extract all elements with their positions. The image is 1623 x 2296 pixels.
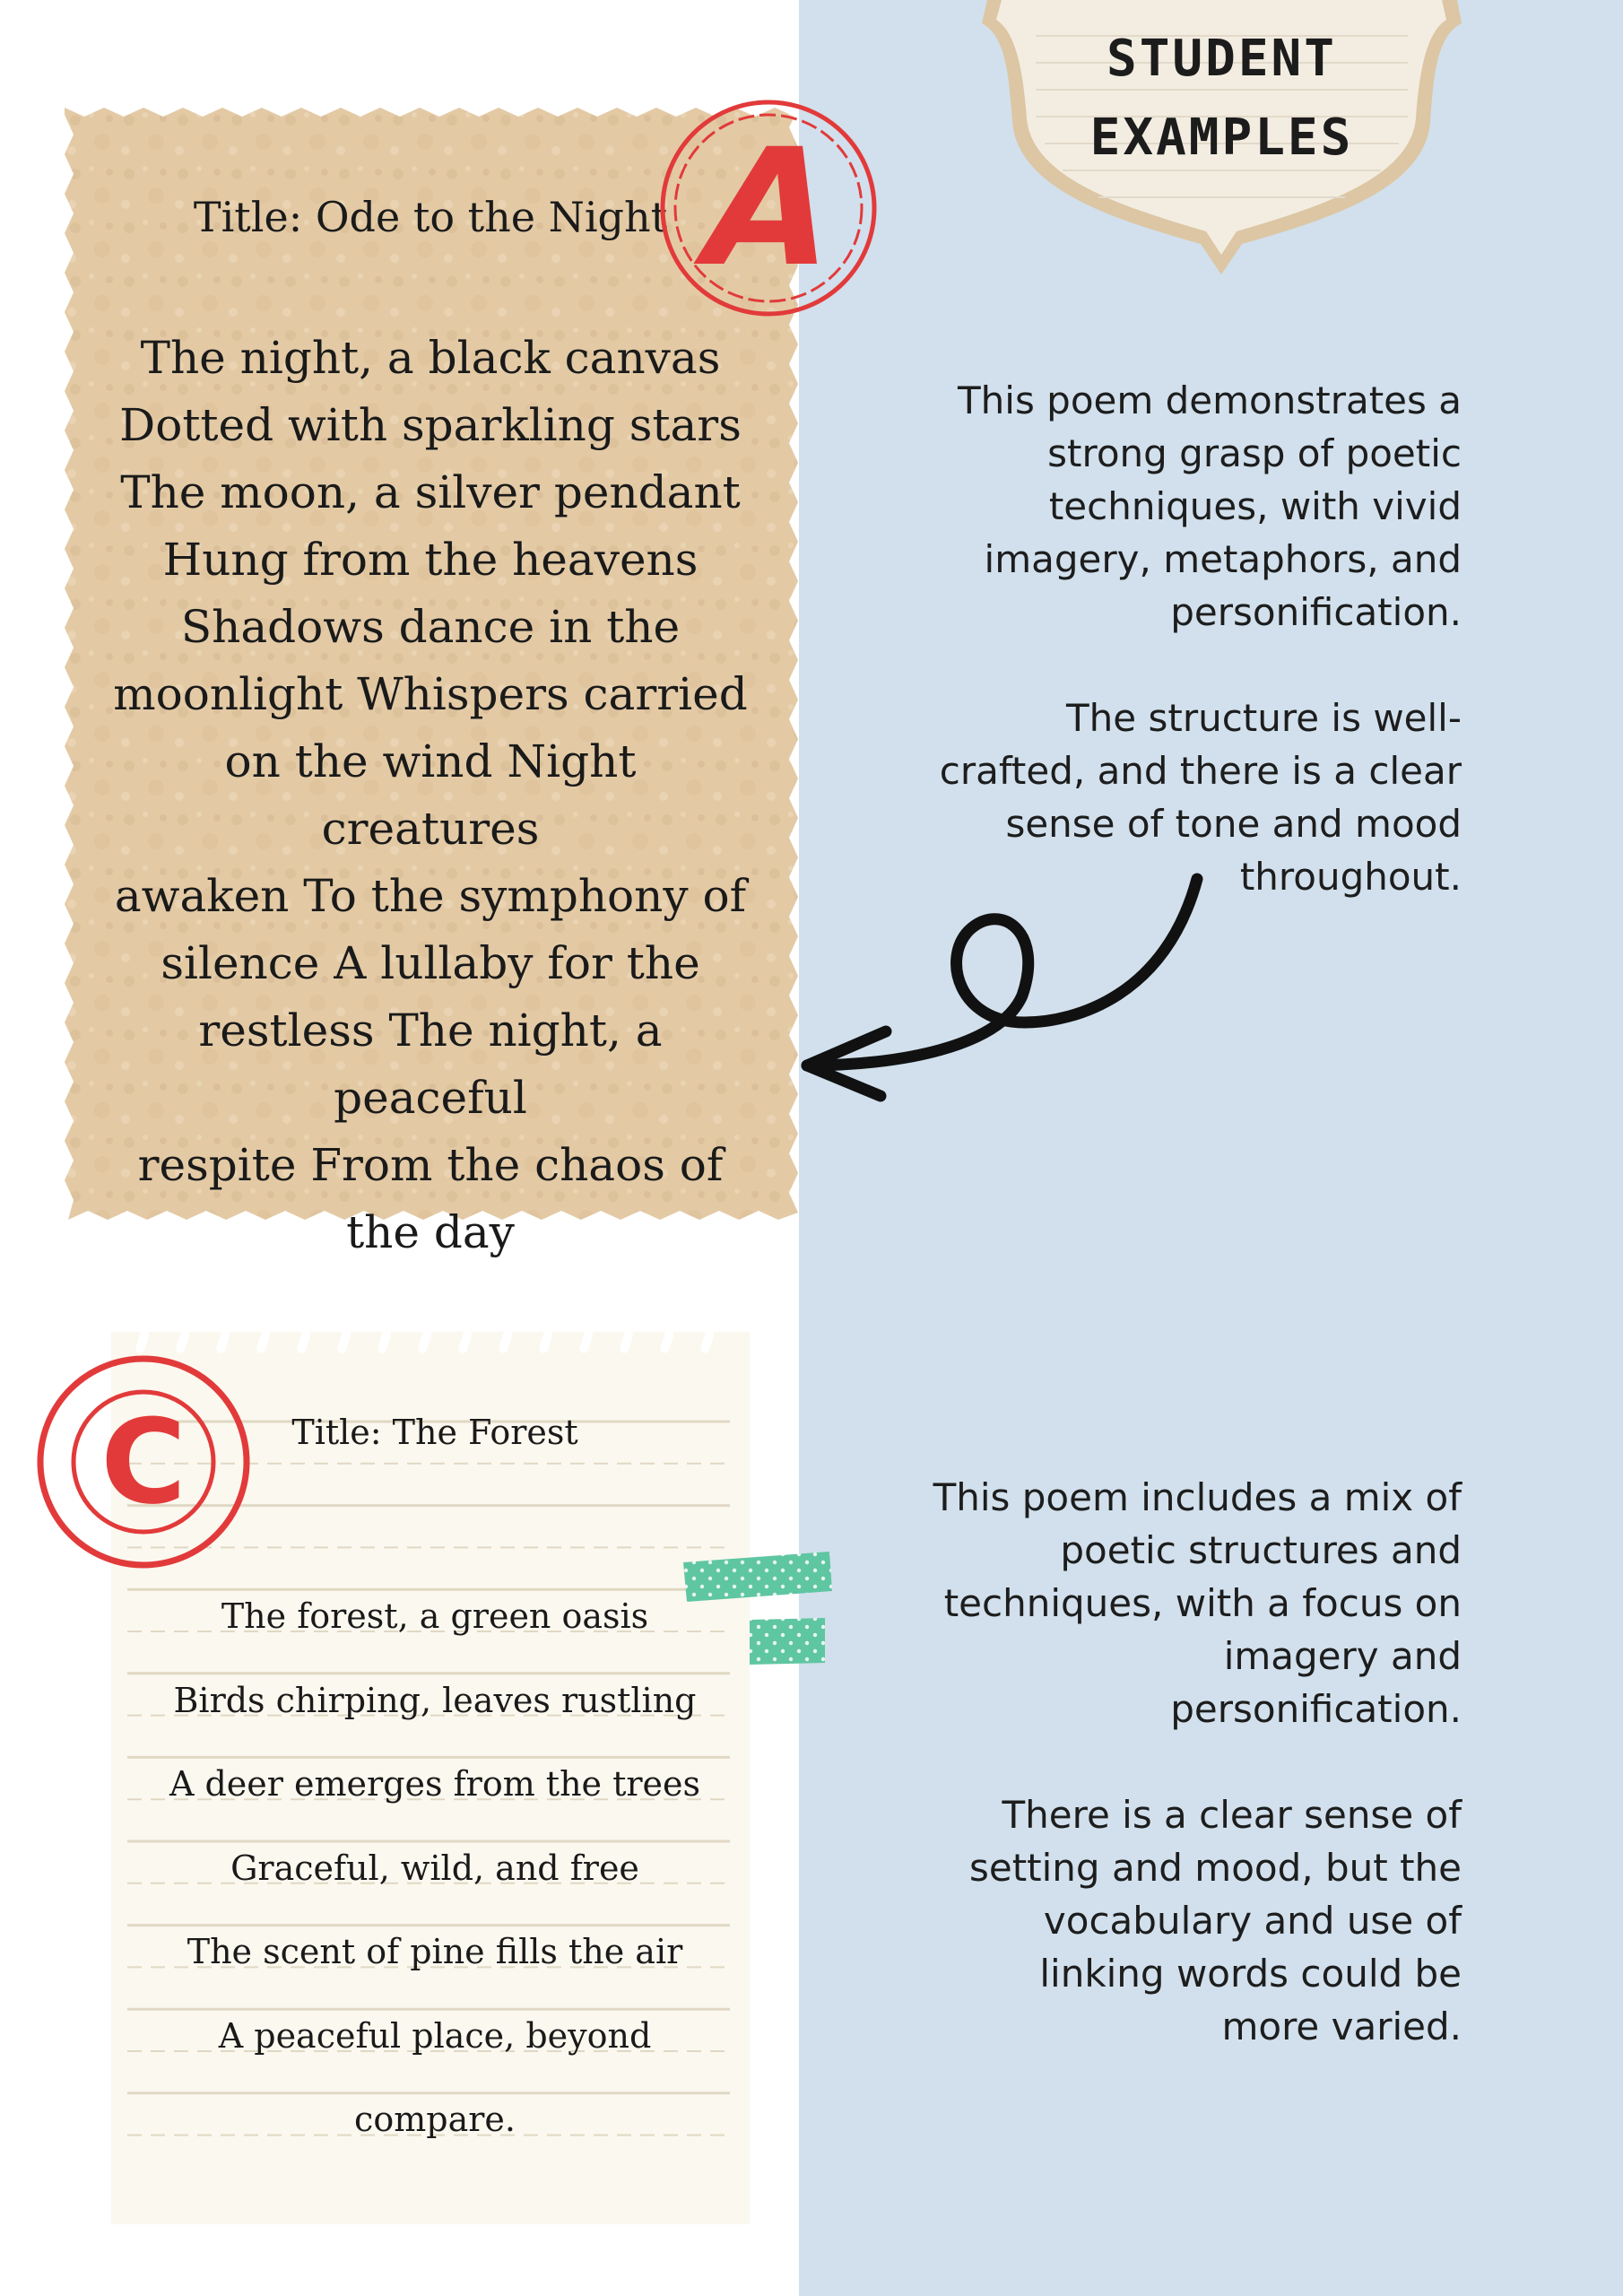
feedback-paragraph: There is a clear sense of setting and mood, but the vocabulary and use of linking words could be more varied. [968,1793,1462,2048]
grade-c-letter: C [100,1394,187,1530]
poem-line: A peaceful place, beyond [218,2015,652,2056]
feedback-paragraph: This poem includes a mix of poetic structures and techniques, with a focus on imagery and personification. [933,1475,1462,1731]
poem-line: The scent of pine fills the air [187,1932,683,1971]
poem-line: restless The night, a peaceful [198,1004,663,1124]
poem-a-title: Title: Ode to the Night [193,193,668,241]
poem-line: Shadows dance in the [180,601,681,653]
feedback-paragraph: This poem demonstrates a strong grasp of poetic techniques, with vivid imagery, metaphors, and personification. [958,378,1462,634]
student-examples-badge [982,0,1462,278]
curly-arrow-icon [789,861,1219,1112]
poem-line: Hung from the heavens [162,534,699,586]
poem-line: on the wind Night creatures [224,735,637,855]
poem-line: the day [346,1206,515,1258]
poem-c-feedback [933,1471,1462,2106]
poem-line: moonlight Whispers carried [113,668,748,720]
poem-line: The moon, a silver pendant [120,466,741,518]
poem-c-body [135,1575,735,2162]
grade-a-stamp-icon [655,94,883,323]
poem-line: awaken To the symphony of [114,870,747,922]
washi-tape-icon [681,1550,834,1666]
poem-line: A deer emerges from the trees [169,1764,701,1804]
poem-line: The forest, a green oasis [221,1596,649,1636]
poem-line: Graceful, wild, and free [230,1848,639,1888]
badge-title-line2: EXAMPLES [1089,109,1354,167]
poem-line: Dotted with sparkling stars [119,399,742,451]
poem-c-title: Title: The Forest [291,1413,578,1452]
grade-c-stamp-icon [31,1350,256,1574]
badge-title-line1: STUDENT [1106,30,1337,88]
grade-a-letter: A [682,115,855,302]
poem-line: respite From the chaos of [137,1139,724,1191]
poem-line: Birds chirping, leaves rustling [173,1680,697,1720]
poem-line: silence A lullaby for the [161,937,700,989]
poem-line: compare. [354,2100,516,2139]
poem-line: The night, a black canvas [140,332,721,384]
poem-a-body [112,325,749,1266]
feedback-paragraph: The structure is well-crafted, and there is a clear sense of tone and mood throughout. [939,696,1462,899]
